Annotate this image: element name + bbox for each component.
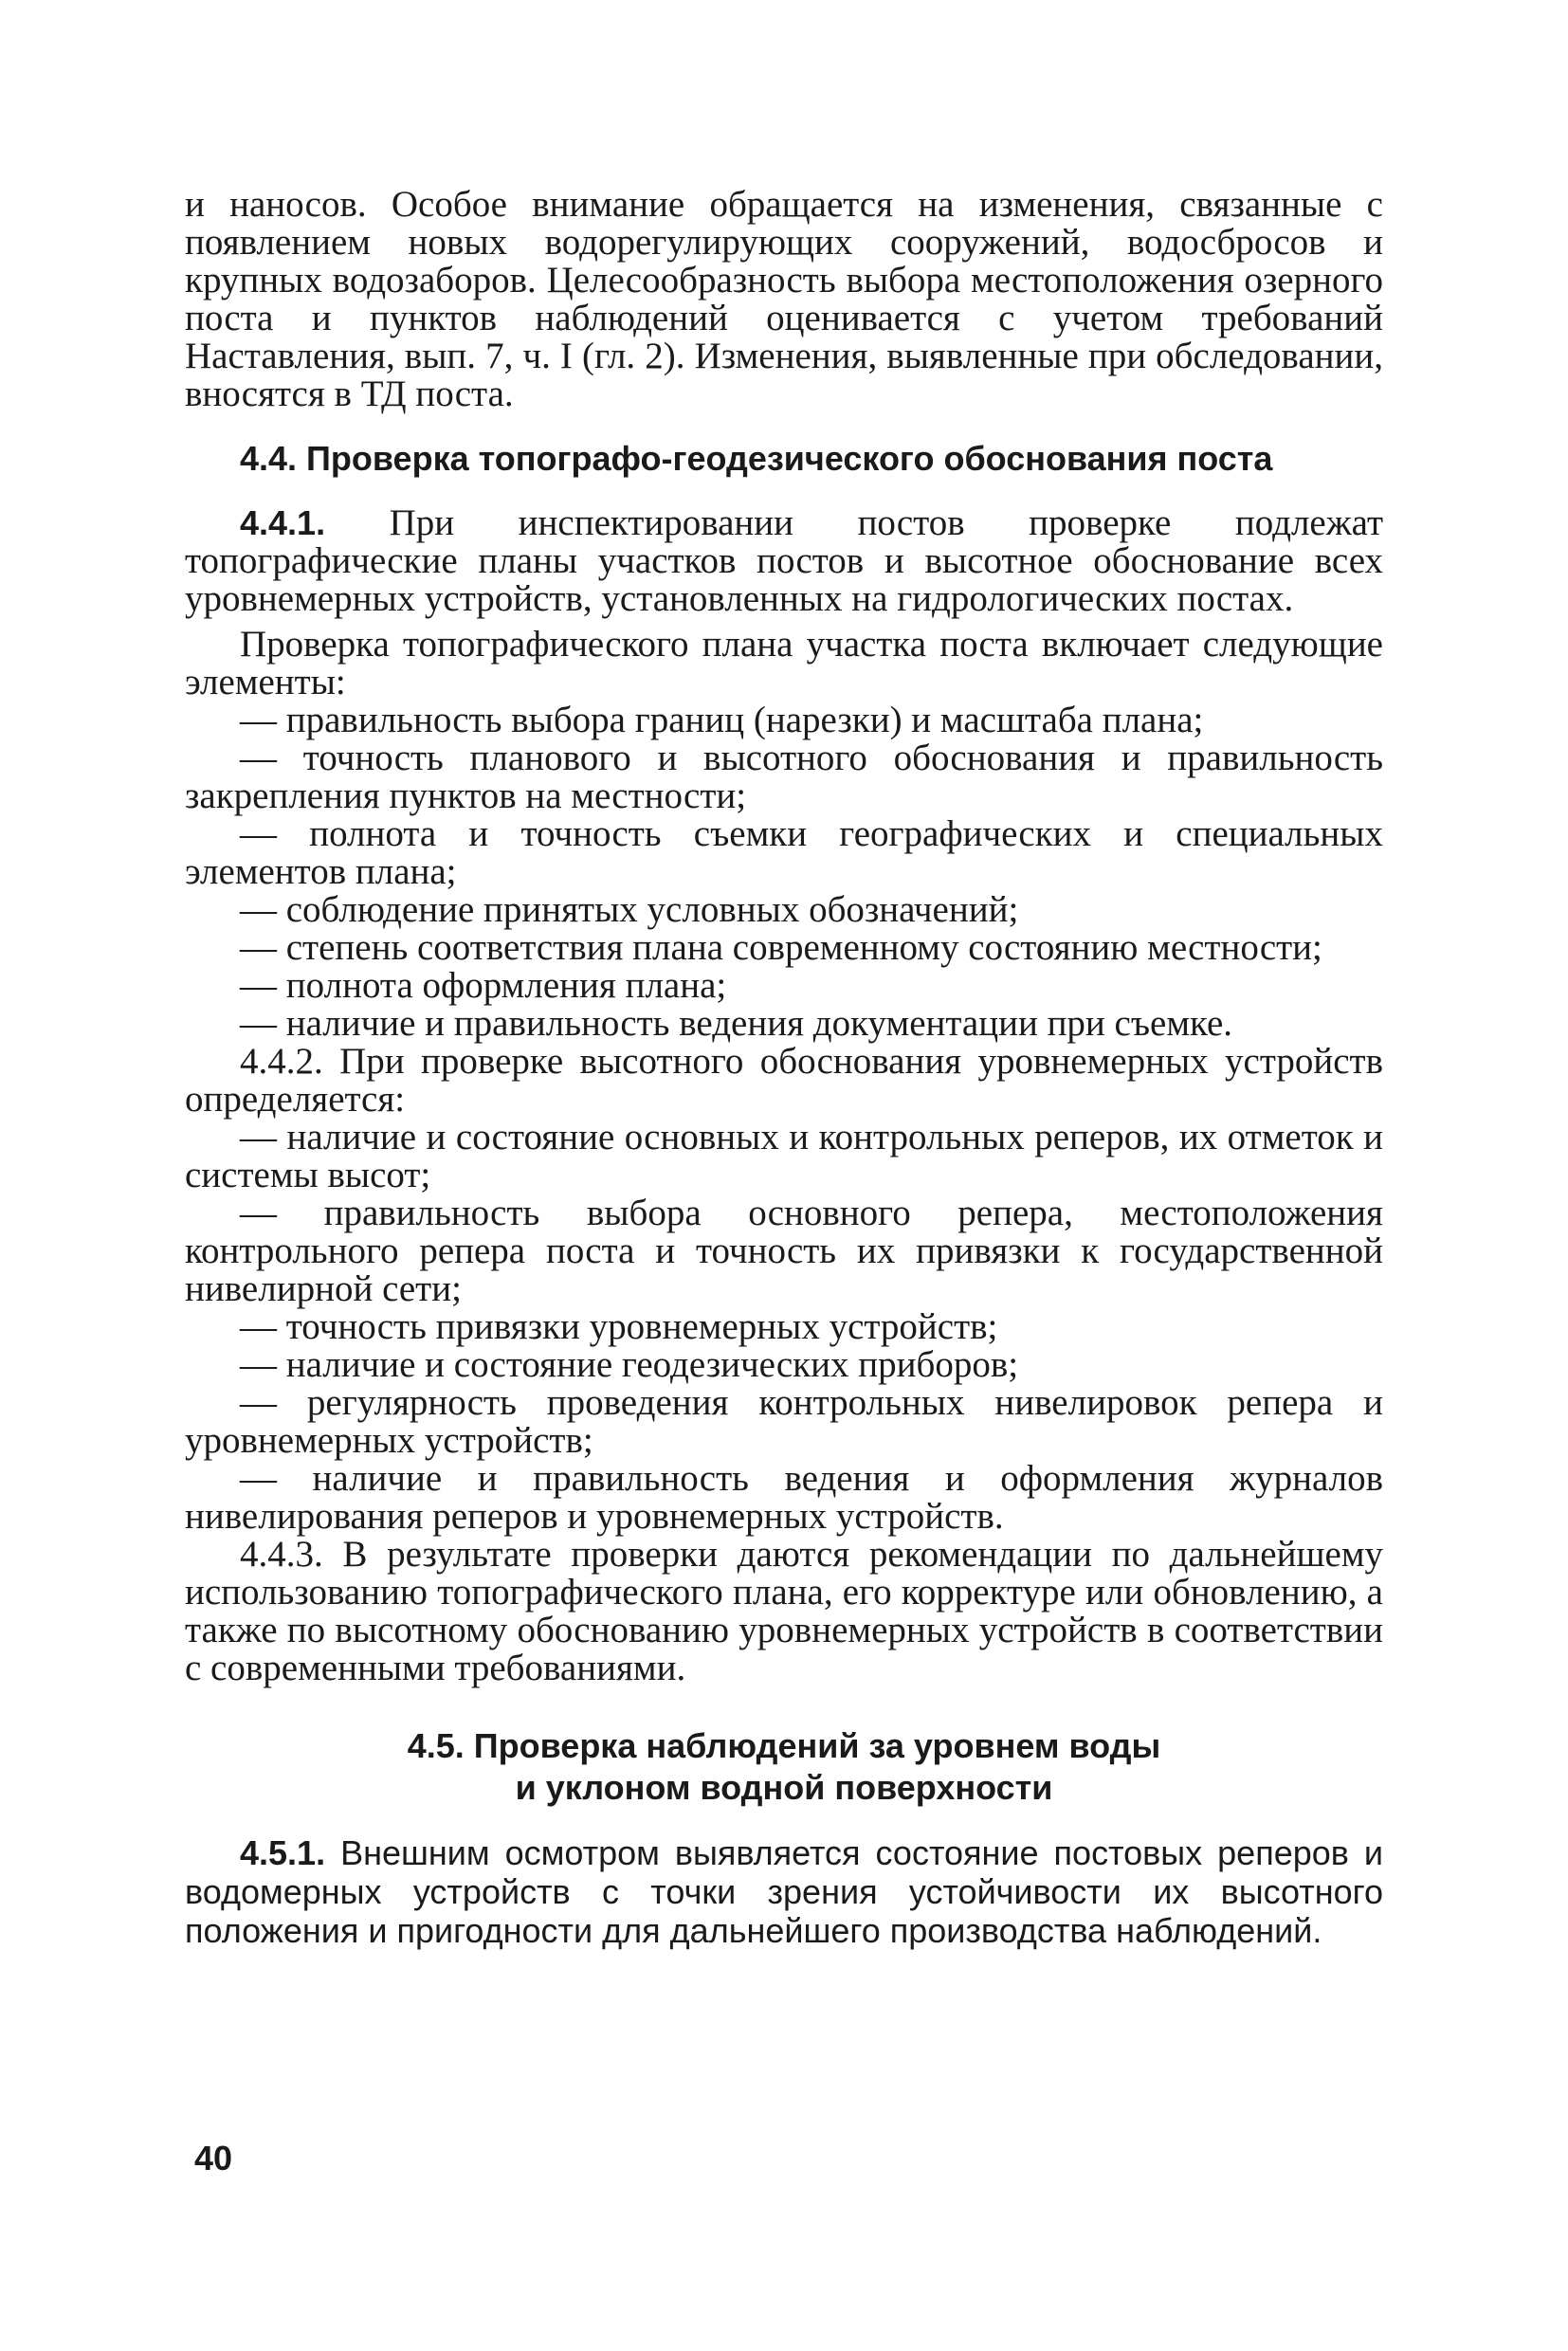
- paragraph-plan-check: Проверка топографического плана участка поста включает следующие элементы:: [185, 624, 1383, 702]
- list-item: — полнота оформления плана;: [240, 965, 727, 1006]
- paragraph-4-4-2: [185, 1043, 1383, 1119]
- list-item: — правильность выбора границ (нарезки) и масштаба плана;: [240, 700, 1204, 740]
- paragraph-4-5-1: [185, 1833, 1383, 1950]
- list-item: — регулярность проведения контрольных нивелировок репера и уровнемерных устройств;: [185, 1382, 1383, 1461]
- page-body: [185, 186, 1383, 1950]
- paragraph-number: 4.4.2.: [240, 1041, 323, 1082]
- paragraph-number: 4.4.3.: [240, 1534, 323, 1575]
- heading-line: и уклоном водной поверхности: [515, 1768, 1053, 1807]
- list-item: — наличие и состояние геодезических приборов;: [240, 1344, 1019, 1385]
- paragraph-4-4-1: [185, 504, 1383, 618]
- paragraph-number: 4.5.1.: [240, 1833, 326, 1872]
- list-item: — точность планового и высотного обоснования и правильность закрепления пунктов на местности;: [185, 738, 1383, 816]
- paragraph-text: В результате проверки даются рекомендации по дальнейшему использованию топографического плана, его корректуре или обновлению, а также по высотному обоснованию уровнемерных устройств в соответствии с современными требованиями.: [185, 1534, 1384, 1688]
- list-item: — степень соответствия плана современному состоянию местности;: [240, 927, 1322, 968]
- section-4-5-heading: [185, 1725, 1383, 1809]
- list-item: — правильность выбора основного репера, местоположения контрольного репера поста и точность их привязки к государственной нивелирной сети;: [185, 1193, 1383, 1309]
- paragraph-number: 4.4.1.: [240, 503, 326, 542]
- paragraph-text: Внешним осмотром выявляется состояние постовых реперов и водомерных устройств с точки зрения устойчивости их высотного положения и пригодности для дальнейшего производства наблюдений.: [185, 1833, 1383, 1950]
- paragraph-text: При проверке высотного обоснования уровнемерных устройств определяется:: [185, 1041, 1384, 1120]
- page-number: 40: [194, 2139, 233, 2178]
- section-4-4-heading: 4.4. Проверка топографо-геодезического обоснования поста: [240, 439, 1273, 478]
- list-item: — точность привязки уровнемерных устройств;: [240, 1306, 998, 1347]
- list-item: — наличие и правильность ведения и оформления журналов нивелирования реперов и уровнемерных устройств.: [185, 1458, 1383, 1537]
- continuation-paragraph: и наносов. Особое внимание обращается на изменения, связанные с появлением новых водорегулирующих сооружений, водосбросов и крупных водозаборов. Целесообразность выбора местоположения озерного поста и пунктов наблюдений оценивается с учетом требований Наставления, вып. 7, ч. I (гл. 2). Изменения, выявленные при обследовании, вносятся в ТД поста.: [185, 184, 1383, 414]
- paragraph-4-4-3: [185, 1536, 1383, 1687]
- list-item: — полнота и точность съемки географических и специальных элементов плана;: [185, 813, 1383, 892]
- heading-line: 4.5. Проверка наблюдений за уровнем воды: [407, 1726, 1161, 1765]
- list-item: — наличие и правильность ведения документации при съемке.: [240, 1003, 1233, 1044]
- list-item: — наличие и состояние основных и контрольных реперов, их отметок и системы высот;: [185, 1117, 1383, 1195]
- paragraph-text: При инспектировании постов проверке подлежат топографические планы участков постов и высотное обоснование всех уровнемерных устройств, установленных на гидрологических постах.: [185, 502, 1383, 619]
- list-item: — соблюдение принятых условных обозначений;: [240, 889, 1019, 930]
